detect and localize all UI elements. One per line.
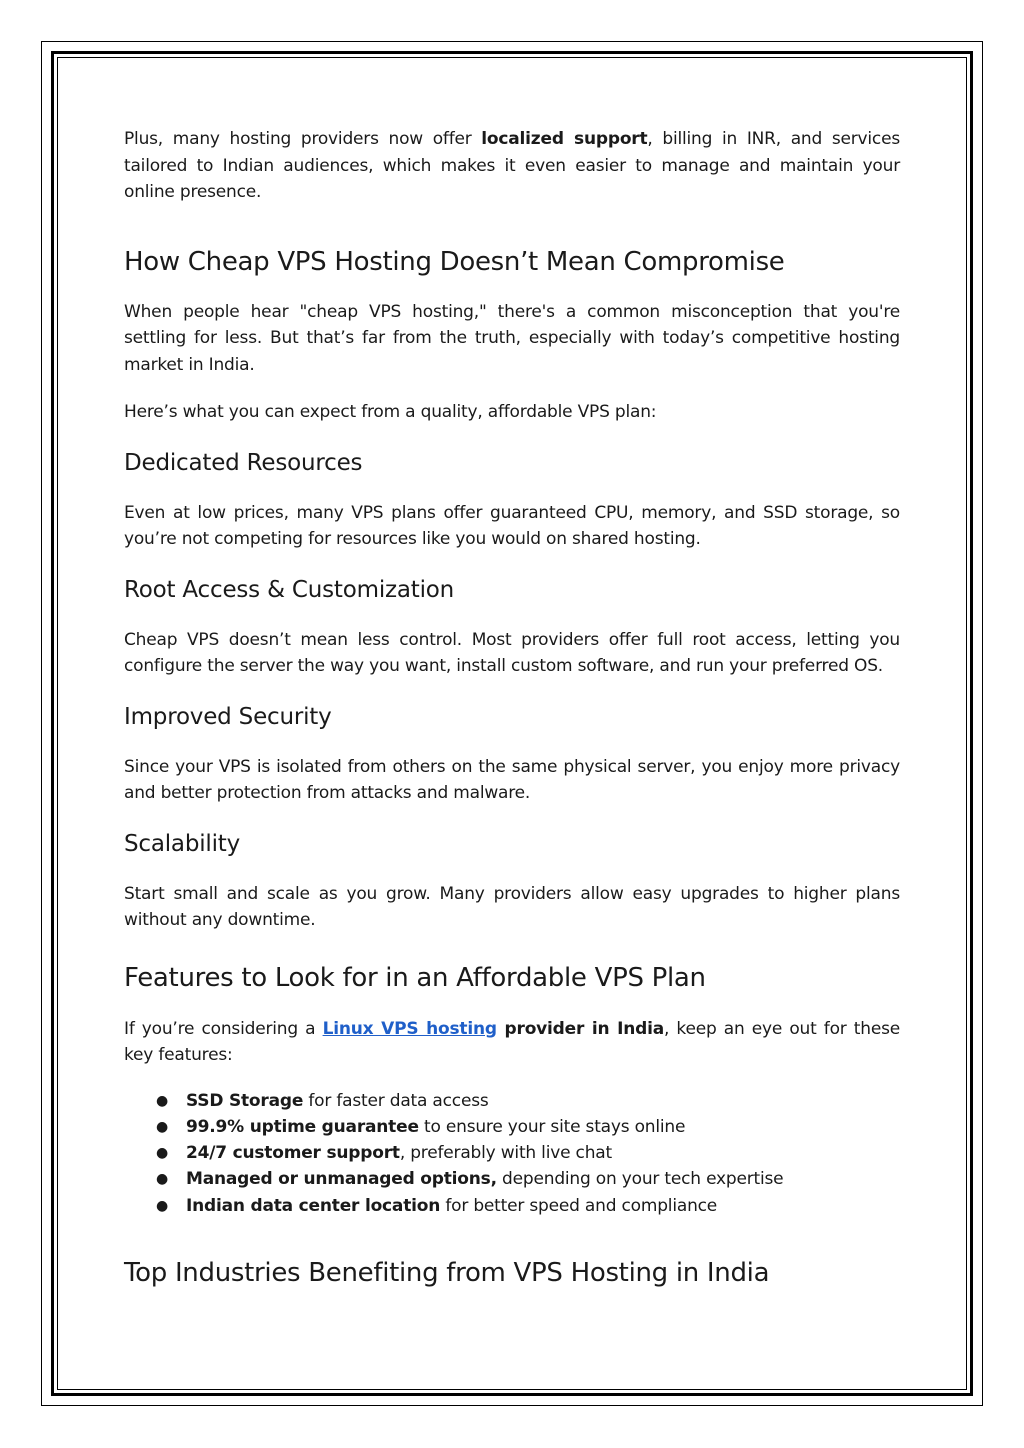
subheading-scalability: Scalability bbox=[124, 830, 241, 857]
bullet-icon: ● bbox=[156, 1092, 169, 1109]
subheading-improved-security: Improved Security bbox=[124, 703, 332, 730]
bullet-icon: ● bbox=[156, 1145, 169, 1162]
subheading-dedicated-resources: Dedicated Resources bbox=[124, 449, 363, 476]
bullet-icon: ● bbox=[156, 1197, 169, 1214]
bullet-icon: ● bbox=[156, 1118, 169, 1135]
section-heading-features: Features to Look for in an Affordable VPS Plan bbox=[124, 962, 706, 993]
features-list bbox=[124, 1088, 900, 1219]
expect-paragraph: Here’s what you can expect from a quality, affordable VPS plan: bbox=[124, 402, 657, 422]
list-item: ● SSD Storage for faster data access bbox=[124, 1088, 900, 1114]
list-item: ● Indian data center location for better speed and compliance bbox=[124, 1193, 900, 1219]
list-item: ● 24/7 customer support, preferably with live chat bbox=[124, 1140, 900, 1166]
subheading-root-access: Root Access & Customization bbox=[124, 576, 455, 603]
section-heading-cheap-vps: How Cheap VPS Hosting Doesn’t Mean Compromise bbox=[124, 246, 785, 277]
root-access-text: Cheap VPS doesn’t mean less control. Most providers offer full root access, letting you configure the server the way you want, install custom software, and run your preferred OS. bbox=[124, 629, 900, 676]
linux-vps-hosting-link[interactable]: Linux VPS hosting bbox=[322, 1018, 497, 1039]
improved-security-text: Since your VPS is isolated from others on the same physical server, you enjoy more privacy and better protection from attacks and malware. bbox=[124, 756, 900, 803]
bullet-icon: ● bbox=[156, 1171, 169, 1188]
list-item: ● Managed or unmanaged options, depending on your tech expertise bbox=[124, 1166, 900, 1192]
localized-support-bold: localized support bbox=[481, 129, 648, 149]
cheap-vps-paragraph: When people hear "cheap VPS hosting," there's a common misconception that you're settling for less. But that’s far from the truth, especially with today’s competitive hosting market in India. bbox=[124, 301, 900, 375]
scalability-text: Start small and scale as you grow. Many providers allow easy upgrades to higher plans without any downtime. bbox=[124, 883, 900, 930]
intro-paragraph: Plus, many hosting providers now offer localized support, billing in INR, and services tailored to Indian audiences, which makes it even easier to manage and maintain your online presence. bbox=[124, 129, 900, 202]
section-heading-top-industries: Top Industries Benefiting from VPS Hosting in India bbox=[124, 1257, 770, 1288]
dedicated-resources-text: Even at low prices, many VPS plans offer guaranteed CPU, memory, and SSD storage, so you’re not competing for resources like you would on shared hosting. bbox=[124, 502, 900, 549]
list-item: ● 99.9% uptime guarantee to ensure your site stays online bbox=[124, 1114, 900, 1140]
features-intro-paragraph: If you’re considering a Linux VPS hosting provider in India, keep an eye out for these key features: bbox=[124, 1018, 900, 1065]
document-body bbox=[124, 126, 900, 1289]
